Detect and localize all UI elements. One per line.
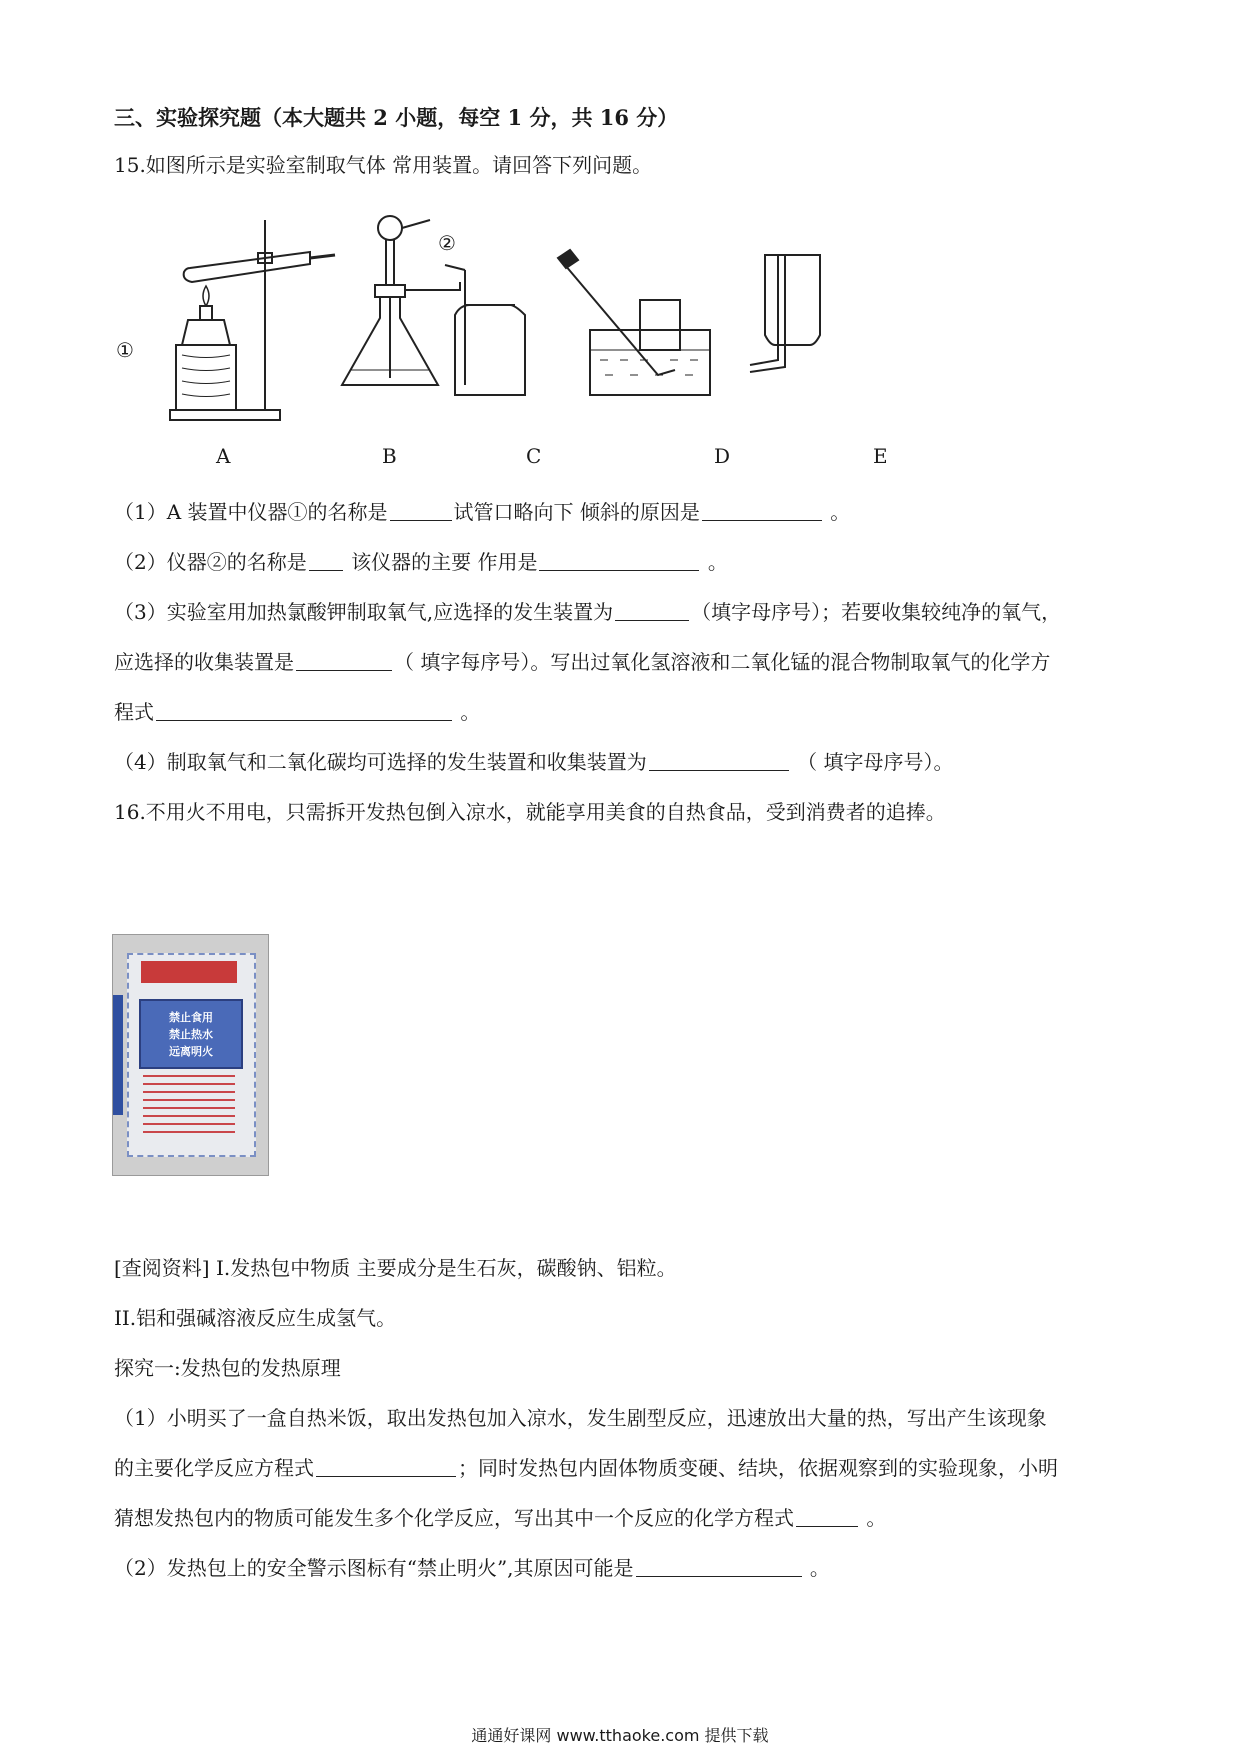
text: 该仪器的主要 作用是 bbox=[351, 550, 538, 574]
apparatus-figure bbox=[110, 210, 940, 440]
label-a: A bbox=[216, 444, 231, 468]
question-16-stem: 16.不用火不用电，只需拆开发热包倒入凉水，就能享用美食的自热食品，受到消费者的追捧。 bbox=[114, 800, 946, 824]
answer-blank[interactable] bbox=[296, 650, 392, 671]
apparatus-a bbox=[170, 410, 280, 420]
label-e: E bbox=[873, 444, 888, 468]
text: 。 bbox=[830, 500, 851, 524]
text: （ 填字每序号）。写出过氧化氢溶液和二氧化锰的混合物制取氧气的化学方 bbox=[394, 650, 1051, 674]
answer-blank[interactable] bbox=[649, 750, 789, 771]
text: 试管口略向下 倾斜的原因是 bbox=[453, 500, 700, 524]
info-2: II.铝和强碱溶液反应生成氢气。 bbox=[114, 1306, 397, 1330]
text: （2）发热包上的安全警示图标有“禁止明火”,其原因可能是 bbox=[114, 1556, 634, 1580]
q15-part-3-line-3 bbox=[114, 697, 1140, 727]
apparatus-b bbox=[378, 216, 402, 240]
q15-part-3-line-1 bbox=[114, 597, 1140, 627]
pack-warning-1: 禁止食用 bbox=[169, 1010, 213, 1024]
text: 应选择的收集装置是 bbox=[114, 650, 294, 674]
answer-blank[interactable] bbox=[539, 550, 699, 571]
text: 。 bbox=[707, 550, 728, 574]
answer-blank[interactable] bbox=[156, 700, 452, 721]
answer-blank[interactable] bbox=[636, 1556, 802, 1577]
text: 。 bbox=[866, 1506, 887, 1530]
text: 猜想发热包内的物质可能发生多个化学反应，写出其中一个反应的化学方程式 bbox=[114, 1506, 794, 1530]
question-15-stem: 15.如图所示是实验室制取气体 常用装置。请回答下列问题。 bbox=[114, 153, 653, 177]
q15-part-3-line-2 bbox=[114, 647, 1140, 677]
apparatus-d bbox=[590, 330, 710, 395]
text: 程式 bbox=[114, 700, 154, 724]
page-footer: 通通好课网 www.tthaoke.com 提供下载 bbox=[471, 1726, 769, 1745]
q16-part-1-line-2 bbox=[114, 1453, 1140, 1483]
heating-pack-photo bbox=[112, 934, 269, 1176]
text: （ 填字母序号）。 bbox=[797, 750, 954, 774]
answer-blank[interactable] bbox=[796, 1506, 858, 1527]
label-circle-1: ① bbox=[116, 338, 134, 362]
answer-blank[interactable] bbox=[309, 550, 343, 571]
text: 。 bbox=[460, 700, 481, 724]
q15-part-2 bbox=[114, 547, 1140, 577]
answer-blank[interactable] bbox=[702, 500, 822, 521]
text: 。 bbox=[809, 1556, 830, 1580]
label-d: D bbox=[714, 444, 731, 468]
label-circle-2: ② bbox=[438, 231, 456, 255]
label-b: B bbox=[382, 444, 397, 468]
q16-part-1-line-3 bbox=[114, 1503, 1140, 1533]
text: （3）实验室用加热氯酸钾制取氧气,应选择的发生装置为 bbox=[114, 600, 614, 624]
text: 的主要化学反应方程式 bbox=[114, 1456, 314, 1480]
section-title: 三、实验探究题（本大题共 2 小题，每空 1 分，共 16 分） bbox=[114, 105, 679, 130]
text: （填字母序号）；若要收集较纯净的氧气， bbox=[691, 600, 1062, 624]
q15-part-1 bbox=[114, 497, 1140, 527]
label-c: C bbox=[526, 444, 542, 468]
answer-blank[interactable] bbox=[615, 600, 689, 621]
answer-blank[interactable] bbox=[390, 500, 452, 521]
info-1: [查阅资料] I.发热包中物质 主要成分是生石灰，碳酸钠、铝粒。 bbox=[114, 1256, 677, 1280]
text: ；同时发热包内固体物质变硬、结块，依据观察到的实验现象，小明 bbox=[458, 1456, 1058, 1480]
pack-warning-2: 禁止热水 bbox=[169, 1027, 213, 1041]
text: （2）仪器②的名称是 bbox=[114, 550, 307, 574]
q16-part-2 bbox=[114, 1553, 1140, 1583]
explore-heading: 探究一:发热包的发热原理 bbox=[114, 1356, 341, 1380]
text: （4）制取氧气和二氧化碳均可选择的发生装置和收集装置为 bbox=[114, 750, 647, 774]
text: （1）A 装置中仪器①的名称是 bbox=[114, 500, 388, 524]
apparatus-e bbox=[765, 255, 820, 345]
q16-part-1-line-1: （1）小明买了一盒自热米饭，取出发热包加入凉水，发生剧型反应，迅速放出大量的热，写出产生该现象 bbox=[114, 1406, 1047, 1430]
q15-part-4 bbox=[114, 747, 1140, 777]
answer-blank[interactable] bbox=[316, 1456, 456, 1477]
pack-warning-3: 远离明火 bbox=[169, 1044, 213, 1058]
